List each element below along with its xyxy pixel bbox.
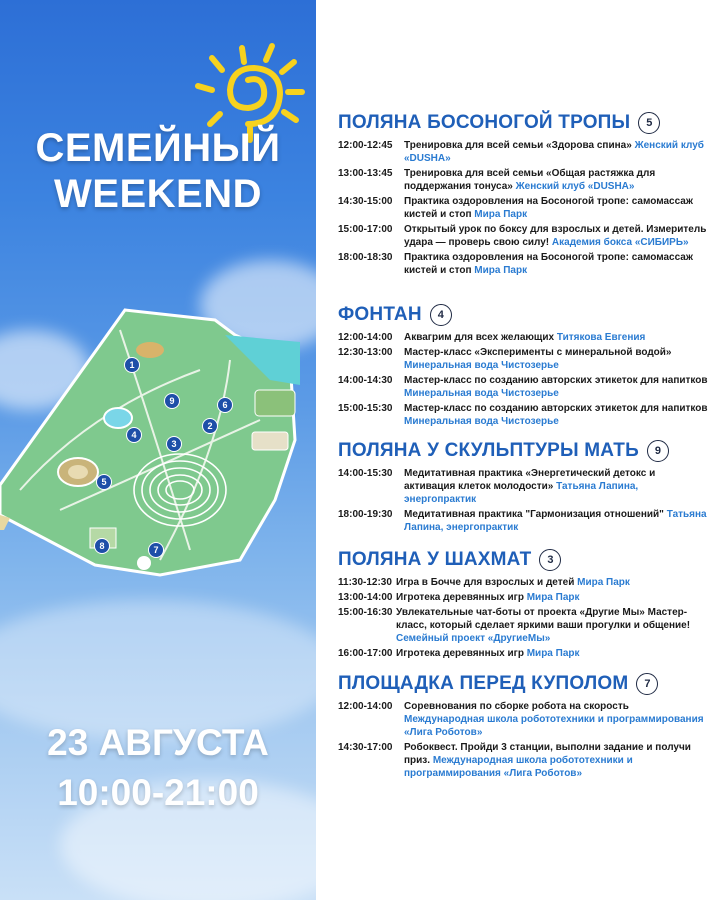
schedule bbox=[338, 0, 708, 900]
event-organizer: Женский клуб «DUSHA» bbox=[515, 181, 635, 192]
event-time: 18:00-18:30 bbox=[338, 252, 393, 263]
schedule-row bbox=[338, 346, 708, 372]
section-header bbox=[338, 549, 708, 571]
event-hours: 10:00-21:00 bbox=[57, 772, 259, 813]
event-organizer: Академия бокса «СИБИРЬ» bbox=[551, 237, 689, 248]
event-time: 14:30-15:00 bbox=[338, 196, 393, 207]
event-organizer: Женский клуб «DUSHA» bbox=[404, 140, 704, 164]
schedule-row bbox=[338, 591, 708, 604]
event-time: 12:00-12:45 bbox=[338, 140, 393, 151]
schedule-row bbox=[338, 195, 708, 221]
schedule-row bbox=[338, 223, 708, 249]
schedule-row bbox=[338, 647, 708, 660]
schedule-row bbox=[338, 741, 708, 780]
section-title: ПОЛЯНА У ШАХМАТ bbox=[338, 549, 532, 570]
map-pin: 9 bbox=[164, 393, 180, 409]
schedule-row bbox=[338, 467, 708, 506]
event-organizer: Мира Парк bbox=[577, 577, 630, 588]
schedule-row bbox=[338, 508, 708, 534]
event-time: 11:30-12:30 bbox=[338, 577, 392, 588]
event-organizer: Семейный проект «ДругиеМы» bbox=[396, 633, 551, 644]
poster-title-line2: WEEKEND bbox=[54, 172, 262, 216]
event-text: Мастер-класс «Эксперименты с минеральной водой» bbox=[404, 347, 672, 358]
section-dome-area bbox=[338, 673, 708, 782]
map-pin: 6 bbox=[217, 397, 233, 413]
section-header bbox=[338, 304, 708, 326]
event-text: Мастер-класс по созданию авторских этикеток для напитков bbox=[404, 375, 708, 386]
event-organizer: Международная школа робототехники и программирования «Лига Роботов» bbox=[404, 714, 704, 738]
map-pin: 8 bbox=[94, 538, 110, 554]
event-text: Тренировка для всей семьи «Общая растяжка для поддержания тонуса» bbox=[404, 168, 656, 192]
schedule-row bbox=[338, 167, 708, 193]
schedule-row bbox=[338, 606, 708, 645]
section-number-badge: 5 bbox=[638, 112, 660, 134]
event-organizer: Минеральная вода Чистозерье bbox=[404, 416, 559, 427]
poster-title-line1: СЕМЕЙНЫЙ bbox=[35, 126, 281, 170]
event-text: Игра в Бочче для взрослых и детей bbox=[396, 577, 578, 588]
event-organizer: Международная школа робототехники и программирования «Лига Роботов» bbox=[404, 755, 633, 779]
event-text: Открытый урок по боксу для взрослых и детей. Измеритель удара — проверь свою силу! bbox=[404, 224, 707, 248]
event-organizer: Мира Парк bbox=[474, 265, 528, 276]
sky-panel bbox=[0, 0, 316, 900]
event-text: Медитативная практика "Гармонизация отношений" bbox=[404, 509, 667, 520]
map-pin: 4 bbox=[126, 427, 142, 443]
event-text: Тренировка для всей семьи «Здорова спина» bbox=[404, 140, 635, 151]
event-text: Увлекательные чат-боты от проекта «Другие Мы» Мастер-класс, который сделает яркими ваши прогулки и общение! bbox=[396, 607, 691, 631]
event-text: Робоквест. Пройди 3 станции, выполни задание и получи приз. bbox=[404, 742, 691, 766]
schedule-row bbox=[338, 251, 708, 277]
section-number-badge: 3 bbox=[539, 549, 561, 571]
section-fountain bbox=[338, 304, 708, 430]
map-pin: 2 bbox=[202, 418, 218, 434]
event-organizer: Мира Парк bbox=[474, 209, 528, 220]
event-time: 16:00-17:00 bbox=[338, 648, 393, 659]
event-time: 15:00-15:30 bbox=[338, 403, 393, 414]
map-pin: 5 bbox=[96, 474, 112, 490]
event-time: 13:00-14:00 bbox=[338, 592, 393, 603]
section-header bbox=[338, 440, 708, 462]
event-time: 12:00-14:00 bbox=[338, 332, 393, 343]
event-time: 18:00-19:30 bbox=[338, 509, 393, 520]
event-time: 15:00-17:00 bbox=[338, 224, 393, 235]
event-organizer: Татьяна Лапина, энергопрактик bbox=[404, 509, 707, 533]
event-text: Практика оздоровления на Босоногой тропе: самомассаж кистей и стоп bbox=[404, 196, 693, 220]
event-text: Аквагрим для всех желающих bbox=[404, 332, 557, 343]
section-number-badge: 9 bbox=[647, 440, 669, 462]
map-pin: 7 bbox=[148, 542, 164, 558]
schedule-row bbox=[338, 402, 708, 428]
section-number-badge: 4 bbox=[430, 304, 452, 326]
event-organizer: Татьяна Лапина, энергопрактик bbox=[404, 481, 639, 505]
event-organizer: Минеральная вода Чистозерье bbox=[404, 388, 559, 399]
event-organizer: Титякова Евгения bbox=[556, 332, 646, 343]
event-time: 12:00-14:00 bbox=[338, 701, 393, 712]
section-title: ПОЛЯНА БОСОНОГОЙ ТРОПЫ bbox=[338, 112, 631, 133]
schedule-row bbox=[338, 700, 708, 739]
section-barefoot-trail bbox=[338, 112, 708, 279]
section-title: ФОНТАН bbox=[338, 304, 422, 325]
park-map bbox=[0, 300, 316, 580]
section-title: ПОЛЯНА У СКУЛЬПТУРЫ МАТЬ bbox=[338, 440, 639, 461]
section-title: ПЛОЩАДКА ПЕРЕД КУПОЛОМ bbox=[338, 673, 629, 694]
section-number-badge: 7 bbox=[636, 673, 658, 695]
cloud bbox=[0, 600, 316, 740]
event-time: 14:30-17:00 bbox=[338, 742, 393, 753]
event-organizer: Мира Парк bbox=[526, 648, 580, 659]
event-time: 14:00-15:30 bbox=[338, 468, 393, 479]
event-text: Медитативная практика «Энергетический детокс и активация клеток молодости» bbox=[404, 468, 656, 492]
section-header bbox=[338, 112, 708, 134]
event-time: 13:00-13:45 bbox=[338, 168, 393, 179]
schedule-row bbox=[338, 576, 708, 589]
section-mother-sculpture bbox=[338, 440, 708, 536]
event-text: Мастер-класс по созданию авторских этикеток для напитков bbox=[404, 403, 708, 414]
event-text: Игротека деревянных игр bbox=[396, 592, 527, 603]
event-time: 12:30-13:00 bbox=[338, 347, 393, 358]
event-organizer: Минеральная вода Чистозерье bbox=[404, 360, 559, 371]
event-time: 14:00-14:30 bbox=[338, 375, 393, 386]
schedule-row bbox=[338, 139, 708, 165]
event-text: Игротека деревянных игр bbox=[396, 648, 527, 659]
event-time: 15:00-16:30 bbox=[338, 607, 393, 618]
map-pin: 3 bbox=[166, 436, 182, 452]
event-text: Соревнования по сборке робота на скорость bbox=[404, 701, 629, 712]
event-date: 23 АВГУСТА bbox=[47, 722, 269, 763]
schedule-row bbox=[338, 331, 708, 344]
section-chess bbox=[338, 549, 708, 662]
section-header bbox=[338, 673, 708, 695]
event-organizer: Мира Парк bbox=[526, 592, 580, 603]
schedule-row bbox=[338, 374, 708, 400]
event-text: Практика оздоровления на Босоногой тропе: самомассаж кистей и стоп bbox=[404, 252, 693, 276]
map-pin: 1 bbox=[124, 357, 140, 373]
